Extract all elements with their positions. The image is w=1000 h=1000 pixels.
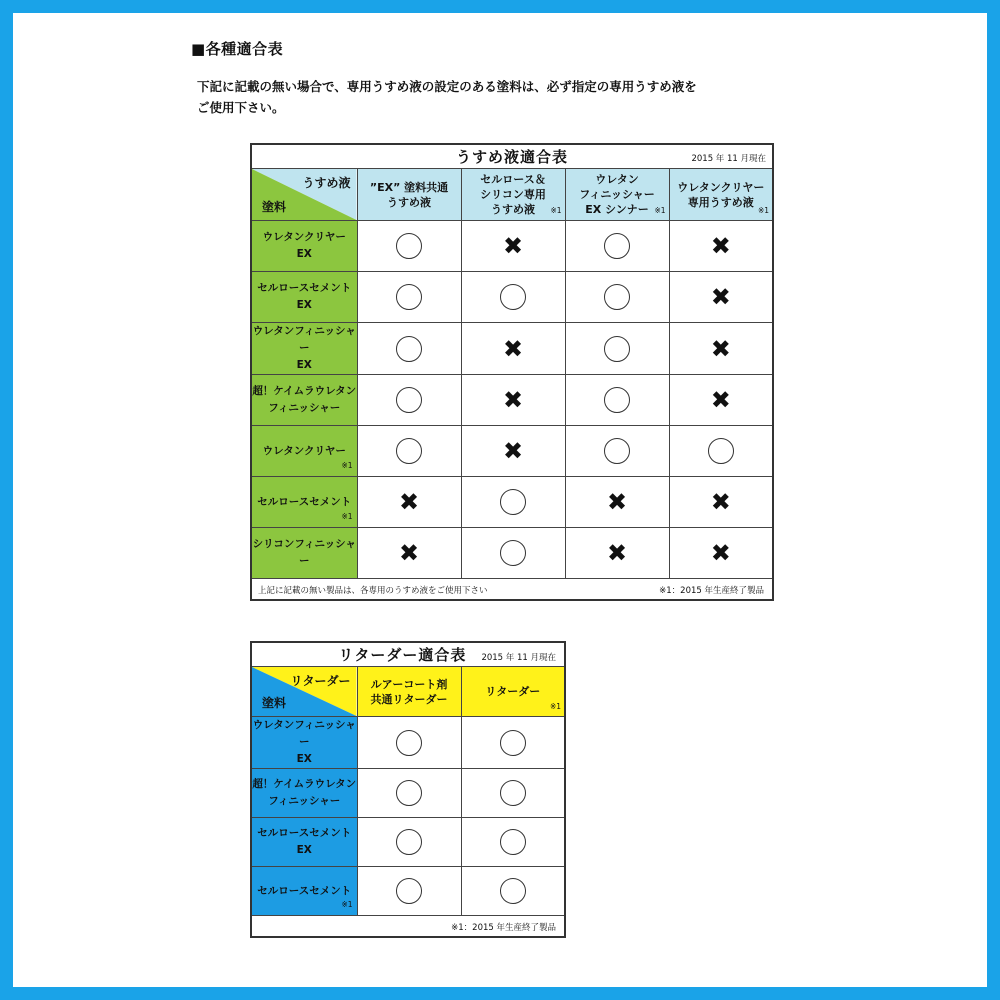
compat-cell [565, 221, 669, 272]
intro-text [197, 76, 757, 118]
table-row [251, 323, 773, 375]
row-header: セルロースセメント EX [251, 818, 357, 867]
compat-cell [461, 528, 565, 579]
note-mark: ※1 [549, 702, 561, 711]
retarder-table-footer [251, 916, 565, 938]
compat-cell [357, 818, 461, 867]
row-header: ウレタンフィニッシャー EX [251, 717, 357, 769]
retarder-table-body [251, 717, 565, 916]
compatible-circle-icon [604, 438, 630, 464]
incompatible-cross-icon: ✖ [710, 232, 731, 260]
retarder-table-date: 2015 年 11 月現在 [481, 653, 556, 663]
incompatible-cross-icon: ✖ [710, 539, 731, 567]
note-mark: ※1 [341, 461, 353, 470]
retarder-table-title-cell [251, 642, 565, 667]
compat-cell [461, 867, 565, 916]
compat-cell [357, 477, 461, 528]
compat-cell [461, 323, 565, 375]
compatible-circle-icon [500, 878, 526, 904]
incompatible-cross-icon: ✖ [710, 334, 731, 363]
note-mark: ※1 [654, 206, 666, 215]
compat-cell [669, 477, 773, 528]
compatible-circle-icon [604, 233, 630, 259]
note-mark: ※1 [341, 900, 353, 909]
row-header: セルロースセメント EX [251, 272, 357, 323]
footer-note: 上記に記載の無い製品は、各専用のうすめ液をご使用下さい [258, 586, 488, 596]
compat-cell [565, 272, 669, 323]
column-header: ”EX” 塗料共通 うすめ液 [357, 169, 461, 221]
compatible-circle-icon [396, 780, 422, 806]
note-mark: ※1 [550, 206, 562, 215]
row-header: ウレタンクリヤー EX [251, 221, 357, 272]
compat-cell [357, 272, 461, 323]
compat-cell [461, 426, 565, 477]
compat-cell [461, 272, 565, 323]
compatible-circle-icon [396, 233, 422, 259]
compat-cell [357, 769, 461, 818]
compat-cell [565, 375, 669, 426]
incompatible-cross-icon: ✖ [606, 539, 628, 567]
table-row [251, 717, 565, 769]
incompatible-cross-icon: ✖ [398, 539, 420, 567]
incompatible-cross-icon: ✖ [502, 437, 524, 465]
compatible-circle-icon [500, 284, 526, 310]
incompatible-cross-icon: ✖ [710, 283, 731, 311]
compatible-circle-icon [500, 780, 526, 806]
thinner-table-body [251, 221, 773, 579]
incompatible-cross-icon: ✖ [398, 488, 420, 516]
thinner-compat-table [250, 143, 774, 601]
row-header: 超！ケイムラウレタン フィニッシャー [251, 769, 357, 818]
column-header: ウレタン フィニッシャー EX シンナー ※1 [565, 169, 669, 221]
table-row [251, 221, 773, 272]
compatible-circle-icon [500, 829, 526, 855]
corner-top-label: リターダー [290, 674, 351, 688]
compat-cell [461, 717, 565, 769]
compat-cell [565, 477, 669, 528]
compat-cell [461, 769, 565, 818]
table-row [251, 426, 773, 477]
table-row [251, 477, 773, 528]
compatible-circle-icon [604, 387, 630, 413]
compatible-circle-icon [604, 284, 630, 310]
incompatible-cross-icon: ✖ [502, 334, 524, 363]
thinner-table-title-cell [251, 144, 773, 169]
compat-cell [461, 818, 565, 867]
compat-cell [565, 323, 669, 375]
row-header: シリコンフィニッシャー [251, 528, 357, 579]
compatible-circle-icon [396, 730, 422, 756]
compat-cell [357, 426, 461, 477]
note-mark: ※1 [341, 512, 353, 521]
compatible-circle-icon [396, 387, 422, 413]
compatible-circle-icon [500, 730, 526, 756]
compatible-circle-icon [396, 438, 422, 464]
incompatible-cross-icon: ✖ [710, 488, 731, 516]
section-heading: ■各種適合表 [191, 40, 284, 58]
retarder-table-title: リターダー適合表 [338, 646, 467, 664]
table-row [251, 818, 565, 867]
column-header: ルアーコート剤 共通リターダー [357, 667, 461, 717]
row-header: セルロースセメント ※1 [251, 867, 357, 916]
thinner-table-date: 2015 年 11 月現在 [691, 154, 767, 164]
incompatible-cross-icon: ✖ [606, 488, 628, 516]
thinner-table-title: うすめ液適合表 [456, 148, 569, 166]
compatible-circle-icon [396, 336, 422, 362]
footer-discontinued-note: ※1：2015 年生産終了製品 [659, 586, 765, 596]
compat-cell [357, 375, 461, 426]
intro-line-1: 下記に記載の無い場合で、専用うすめ液の設定のある塗料は、必ず指定の専用うすめ液を [197, 79, 697, 94]
table-row [251, 867, 565, 916]
column-header: ウレタンクリヤー 専用うすめ液 ※1 [669, 169, 773, 221]
row-header: 超！ケイムラウレタン フィニッシャー [251, 375, 357, 426]
corner-bottom-label: 塗料 [262, 200, 287, 214]
compatible-circle-icon [396, 284, 422, 310]
compat-cell [461, 477, 565, 528]
compat-cell [669, 528, 773, 579]
note-mark: ※1 [757, 206, 770, 215]
compat-cell [669, 323, 773, 375]
thinner-table-footer [251, 579, 773, 601]
table-row [251, 528, 773, 579]
compat-cell [669, 221, 773, 272]
compat-cell [357, 717, 461, 769]
column-header: リターダー ※1 [461, 667, 565, 717]
compat-cell [357, 867, 461, 916]
compatible-circle-icon [396, 829, 422, 855]
compat-cell [357, 528, 461, 579]
incompatible-cross-icon: ✖ [710, 386, 731, 414]
row-header: ウレタンフィニッシャー EX [251, 323, 357, 375]
compat-cell [669, 272, 773, 323]
table-row [251, 769, 565, 818]
retarder-corner-cell [251, 667, 357, 717]
compat-cell [461, 221, 565, 272]
incompatible-cross-icon: ✖ [502, 232, 524, 260]
footer-discontinued-note: ※1：2015 年生産終了製品 [451, 923, 556, 933]
row-header: ウレタンクリヤー ※1 [251, 426, 357, 477]
column-header: セルロース＆ シリコン専用 うすめ液 ※1 [461, 169, 565, 221]
compatible-circle-icon [604, 336, 630, 362]
retarder-compat-table [250, 641, 566, 938]
compat-cell [357, 323, 461, 375]
row-header: セルロースセメント ※1 [251, 477, 357, 528]
compat-cell [669, 426, 773, 477]
compatible-circle-icon [500, 489, 526, 515]
corner-bottom-label: 塗料 [262, 696, 287, 710]
compat-cell [565, 528, 669, 579]
compatible-circle-icon [708, 438, 734, 464]
compat-cell [565, 426, 669, 477]
compat-cell [357, 221, 461, 272]
thinner-corner-cell [251, 169, 357, 221]
table-row [251, 375, 773, 426]
compat-cell [461, 375, 565, 426]
intro-line-2: ご使用下さい。 [197, 100, 285, 115]
compat-cell [669, 375, 773, 426]
compatible-circle-icon [396, 878, 422, 904]
corner-top-label: うすめ液 [302, 176, 351, 190]
table-row [251, 272, 773, 323]
compatible-circle-icon [500, 540, 526, 566]
incompatible-cross-icon: ✖ [502, 386, 524, 414]
